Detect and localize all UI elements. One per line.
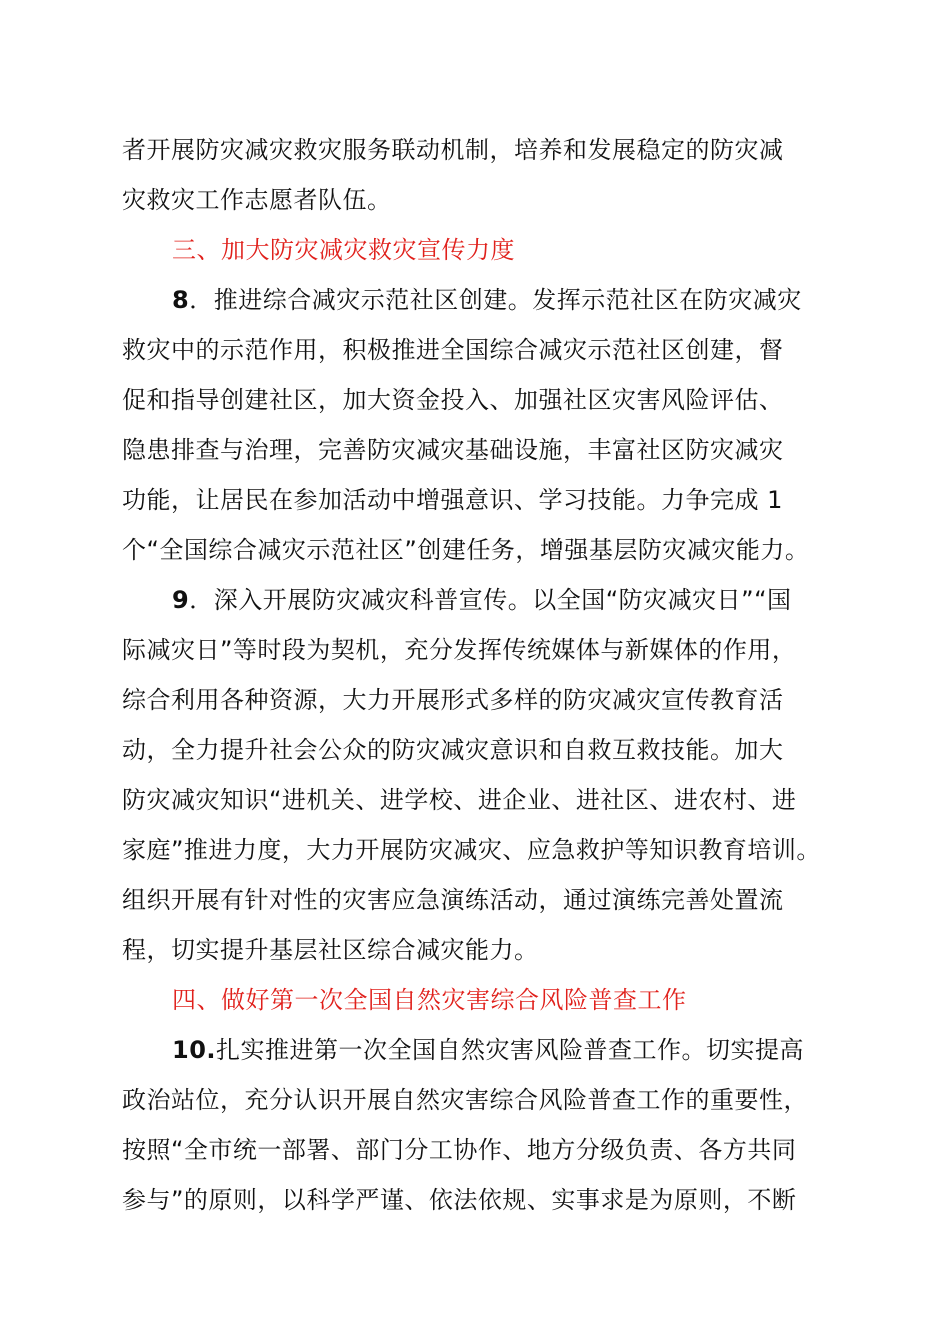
body-text-line: 促和指导创建社区，加大资金投入、加强社区灾害风险评估、 — [122, 386, 784, 414]
body-text-line: 政治站位，充分认识开展自然灾害综合风险普查工作的重要性， — [122, 1086, 808, 1114]
section-heading-3: 三、加大防灾减灾救灾宣传力度 — [172, 236, 515, 264]
body-text-line: 救灾中的示范作用，积极推进全国综合减灾示范社区创建，督 — [122, 336, 784, 364]
body-text-line: 者开展防灾减灾救灾服务联动机制，培养和发展稳定的防灾减 — [122, 136, 784, 164]
item-10-title: 扎实推进第一次全国自然灾害风险普查工作。切实提高 — [216, 1036, 805, 1064]
body-text-line: 防灾减灾知识“进机关、进学校、进企业、进社区、进农村、进 — [122, 786, 797, 814]
item-9-number: 9 — [172, 586, 190, 614]
body-text-line: 灾救灾工作志愿者队伍。 — [122, 186, 392, 214]
item-10-first-line — [172, 1034, 804, 1066]
body-text-line: 程，切实提升基层社区综合减灾能力。 — [122, 936, 539, 964]
body-text-line: 组织开展有针对性的灾害应急演练活动，通过演练完善处置流 — [122, 886, 784, 914]
section-heading-4: 四、做好第一次全国自然灾害综合风险普查工作 — [172, 986, 687, 1014]
item-9-first-line — [172, 584, 792, 616]
body-text-line: 按照“全市统一部署、部门分工协作、地方分级负责、各方共同 — [122, 1136, 797, 1164]
body-text-line: 功能，让居民在参加活动中增强意识、学习技能。力争完成 1 — [122, 486, 783, 514]
item-9-title: ．深入开展防灾减灾科普宣传。以全国“防灾减灾日”“国 — [189, 586, 792, 614]
body-text-line: 隐患排查与治理，完善防灾减灾基础设施，丰富社区防灾减灾 — [122, 436, 784, 464]
body-text-line: 动，全力提升社会公众的防灾减灾意识和自救互救技能。加大 — [122, 736, 784, 764]
item-10-number: 10. — [172, 1036, 217, 1064]
item-8-number: 8 — [172, 286, 190, 314]
item-8-title: ．推进综合减灾示范社区创建。发挥示范社区在防灾减灾 — [189, 286, 802, 314]
body-text-line: 家庭”推进力度，大力开展防灾减灾、应急救护等知识教育培训。 — [122, 836, 821, 864]
body-text-line: 综合利用各种资源，大力开展形式多样的防灾减灾宣传教育活 — [122, 686, 784, 714]
body-text-line: 个“全国综合减灾示范社区”创建任务，增强基层防灾减灾能力。 — [122, 536, 810, 564]
body-text-line: 际减灾日”等时段为契机，充分发挥传统媒体与新媒体的作用， — [122, 636, 797, 664]
body-text-line: 参与”的原则，以科学严谨、依法依规、实事求是为原则，不断 — [122, 1186, 797, 1214]
item-8-first-line — [172, 284, 802, 316]
